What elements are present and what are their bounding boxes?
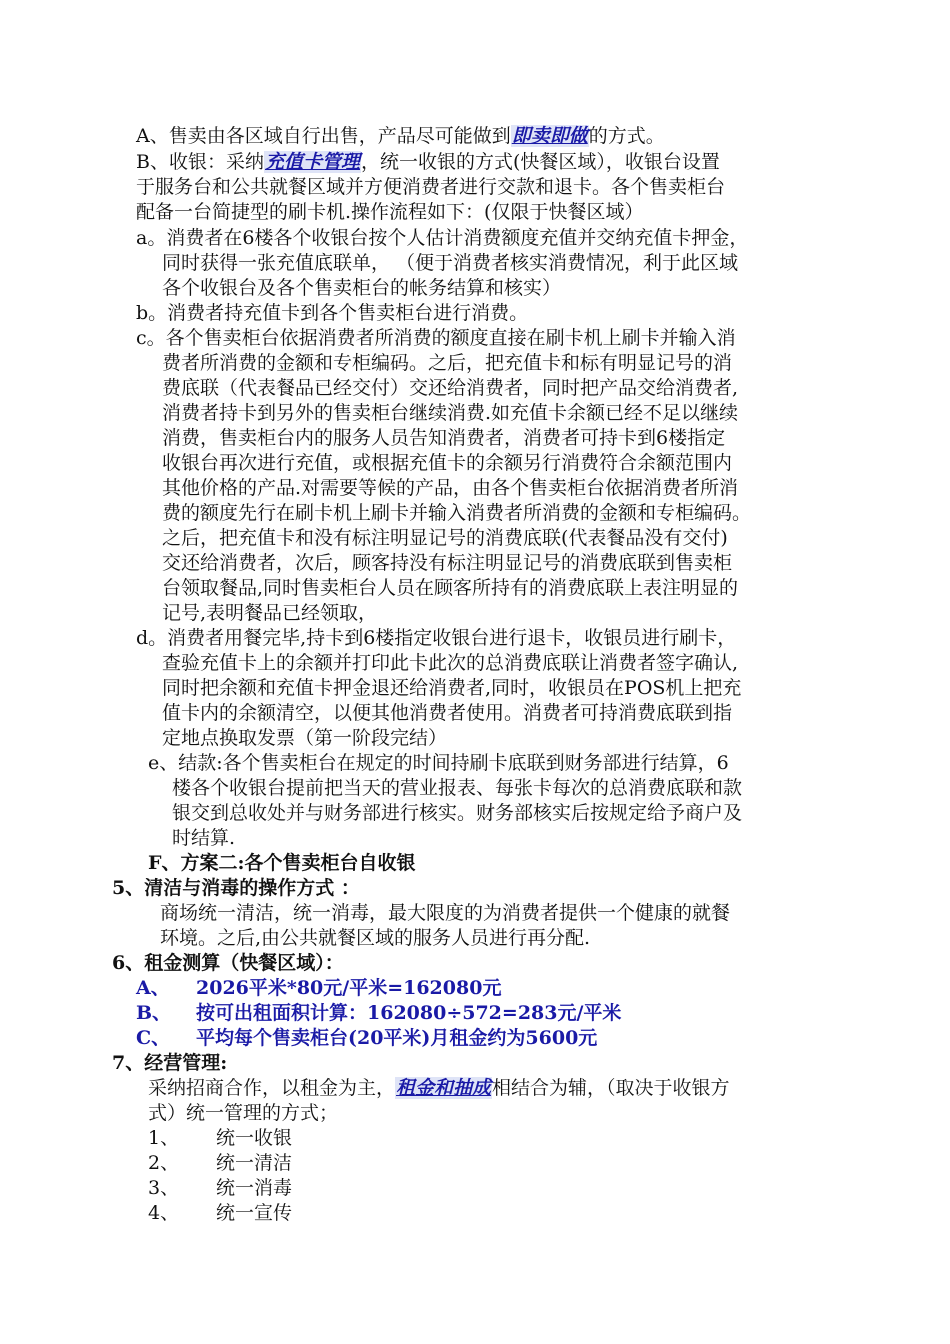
mgmt-list-item-1 <box>148 1126 292 1150</box>
mgmt-list-num-4: 4、 <box>148 1202 180 1224</box>
item-c-line1: c。各个售卖柜台依据消费者所消费的额度直接在刷卡机上刷卡并输入消 <box>136 327 736 349</box>
section-7-heading: 7、经营管理: <box>112 1052 228 1074</box>
para-b-text-end: ，统一收银的方式(快餐区域），收银台设置 <box>360 151 720 173</box>
rent-item-a-text: 2026平米*80元/平米=162080元 <box>196 977 502 999</box>
para-a <box>136 124 665 148</box>
para-b-text: B、收银：采纳 <box>136 151 264 173</box>
item-d-line2: 查验充值卡上的余额并打印此卡此次的总消费底联让消费者签字确认, <box>162 652 739 674</box>
section-7-text: 采纳招商合作，以租金为主， <box>148 1077 396 1099</box>
item-c-line5: 消费，售卖柜台内的服务人员告知消费者，消费者可持卡到6楼指定 <box>162 427 726 449</box>
section-7-text-end: 相结合为辅，（取决于收银方 <box>492 1077 730 1099</box>
para-b-line2: 于服务台和公共就餐区域并方便消费者进行交款和退卡。各个售卖柜台 <box>136 176 726 198</box>
item-c-line11: 台领取餐品,同时售卖柜台人员在顾客所持有的消费底联上表注明显的 <box>162 577 739 599</box>
rent-item-c <box>136 1026 597 1050</box>
item-d-line3: 同时把余额和充值卡押金退还给消费者,同时，收银员在POS机上把充 <box>162 677 742 699</box>
mgmt-list-text-4: 统一宣传 <box>216 1202 293 1224</box>
item-c-line7: 其他价格的产品.对需要等候的产品，由各个售卖柜台依据消费者所消 <box>162 477 739 499</box>
item-a-line3: 各个收银台及各个售卖柜台的帐务结算和核实） <box>162 277 562 299</box>
rent-item-a-label: A、 <box>136 977 170 999</box>
item-d-line5: 定地点换取发票（第一阶段完结） <box>162 727 448 749</box>
item-c-line4: 消费者持卡到另外的售卖柜台继续消费.如充值卡余额已经不足以继续 <box>162 402 739 424</box>
section-7-line1 <box>148 1076 730 1100</box>
item-e-line4: 时结算. <box>172 827 236 849</box>
section-6-heading: 6、租金测算（快餐区域）： <box>112 952 344 974</box>
item-e-line2: 楼各个收银台提前把当天的营业报表、每张卡每次的总消费底联和款 <box>172 777 743 799</box>
link-jimaijizuo[interactable]: 即卖即做 <box>511 125 588 147</box>
item-d-line4: 值卡内的余额清空，以便其他消费者使用。消费者可持消费底联到指 <box>162 702 733 724</box>
rent-item-c-label: C、 <box>136 1027 171 1049</box>
rent-item-c-text: 平均每个售卖柜台(20平米)月租金约为5600元 <box>196 1027 598 1049</box>
item-c-line12: 记号,表明餐品已经领取， <box>162 602 378 624</box>
rent-item-b-text: 按可出租面积计算：162080÷572=283元/平米 <box>196 1002 622 1024</box>
item-c-line2: 费者所消费的金额和专柜编码。之后，把充值卡和标有明显记号的消 <box>162 352 733 374</box>
mgmt-list-text-2: 统一清洁 <box>216 1152 293 1174</box>
item-a-line2: 同时获得一张充值底联单， （便于消费者核实消费情况，利于此区域 <box>162 252 739 274</box>
mgmt-list-num-3: 3、 <box>148 1177 180 1199</box>
link-chongzhika[interactable]: 充值卡管理 <box>264 151 360 173</box>
item-d-line1: d。消费者用餐完毕,持卡到6楼指定收银台进行退卡，收银员进行刷卡， <box>136 627 737 649</box>
mgmt-list-item-3 <box>148 1176 292 1200</box>
item-c-line9: 之后，把充值卡和没有标注明显记号的消费底联(代表餐品没有交付) <box>162 527 728 549</box>
rent-item-b <box>136 1001 621 1025</box>
plan-two-heading: F、方案二:各个售卖柜台自收银 <box>148 852 416 874</box>
mgmt-list-num-1: 1、 <box>148 1127 180 1149</box>
section-5-line1: 商场统一清洁，统一消毒，最大限度的为消费者提供一个健康的就餐 <box>160 902 731 924</box>
item-a-line1: a。消费者在6楼各个收银台按个人估计消费额度充值并交纳充值卡押金， <box>136 227 749 249</box>
para-b-line3: 配备一台简捷型的刷卡机.操作流程如下：(仅限于快餐区域） <box>136 201 644 223</box>
item-b-line1: b。消费者持充值卡到各个售卖柜台进行消费。 <box>136 302 529 324</box>
mgmt-list-item-2 <box>148 1151 292 1175</box>
para-a-text: A、售卖由各区域自行出售，产品尽可能做到 <box>136 125 511 147</box>
item-e-line3: 银交到总收处并与财务部进行核实。财务部核实后按规定给予商户及 <box>172 802 743 824</box>
link-zujin-choucheng[interactable]: 租金和抽成 <box>396 1077 492 1099</box>
mgmt-list-item-4 <box>148 1201 292 1225</box>
rent-item-b-label: B、 <box>136 1002 172 1024</box>
rent-item-a <box>136 976 501 1000</box>
item-c-line6: 收银台再次进行充值，或根据充值卡的余额另行消费符合余额范围内 <box>162 452 733 474</box>
item-e-line1: e、结款:各个售卖柜台在规定的时间持刷卡底联到财务部进行结算，6 <box>148 752 729 774</box>
section-5-line2: 环境。之后,由公共就餐区域的服务人员进行再分配. <box>160 927 591 949</box>
mgmt-list-num-2: 2、 <box>148 1152 180 1174</box>
mgmt-list-text-3: 统一消毒 <box>216 1177 293 1199</box>
mgmt-list-text-1: 统一收银 <box>216 1127 293 1149</box>
para-a-text-end: 的方式。 <box>588 125 665 147</box>
para-b-line1 <box>136 150 720 174</box>
section-7-line2: 式）统一管理的方式； <box>148 1102 339 1124</box>
item-c-line10: 交还给消费者，次后，顾客持没有标注明显记号的消费底联到售卖柜 <box>162 552 733 574</box>
item-c-line3: 费底联（代表餐品已经交付）交还给消费者，同时把产品交给消费者, <box>162 377 739 399</box>
item-c-line8: 费的额度先行在刷卡机上刷卡并输入消费者所消费的金额和专柜编码。 <box>162 502 752 524</box>
section-5-heading: 5、清洁与消毒的操作方式 ： <box>112 877 360 899</box>
